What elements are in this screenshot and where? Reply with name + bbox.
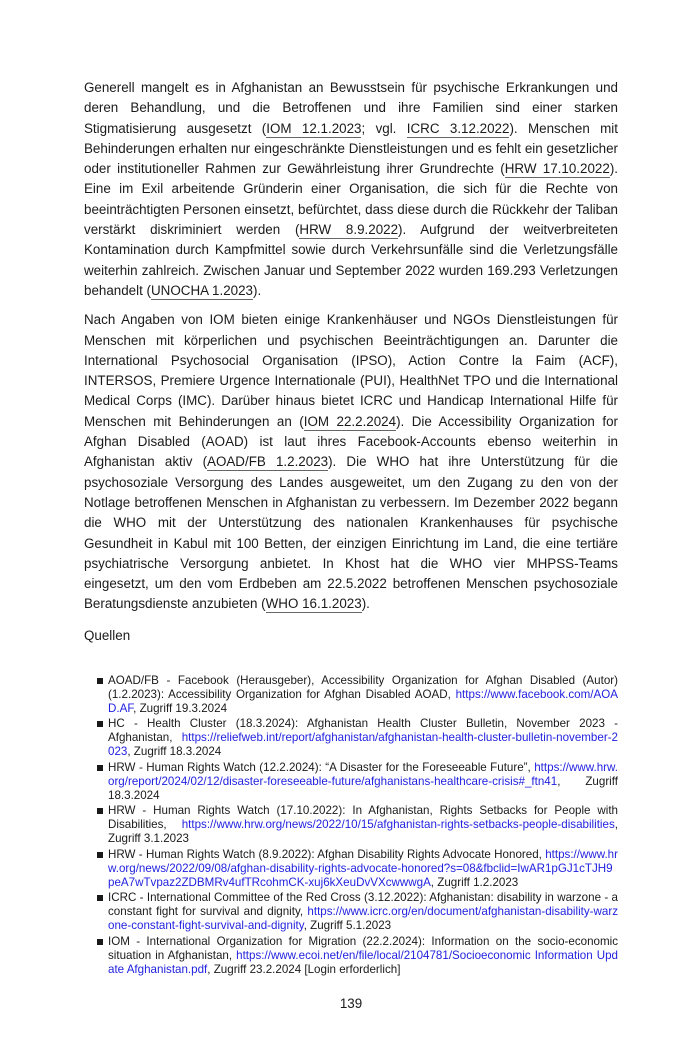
reference-text: ICRC - International Committee of the Red Cross (3.12.2022): Afghanistan: disability in warzone - a constant fight for survival and dignity, xyxy=(108,891,618,919)
bullet-icon xyxy=(97,808,103,814)
reference-url-link[interactable]: https://www.ecoi.net/en/file/local/2104781/Socioeconomic Information Update Afghanistan.pdf xyxy=(108,948,619,976)
paragraph-text: ). Eine im Exil arbeitende Gründerin einer Organisation, die sich für die Rechte von beeinträchtigten Personen einsetzt, befürchtet, dass diese durch die Rückkehr der Taliban verstärkt diskriminiert werden ( xyxy=(84,161,618,238)
citation-link[interactable]: UNOCHA 1.2023 xyxy=(151,282,253,298)
reference-item xyxy=(84,935,618,977)
bullet-icon xyxy=(97,721,103,727)
paragraph-text: ). Menschen mit Behinderungen erhalten nur eingeschränkte Dienstleistungen und es fehlt ein gesetzlicher oder institutioneller Rahmen zur Gewährleistung ihrer Grundrechte ( xyxy=(84,120,618,177)
reference-access-date: , Zugriff 18.3.2024 xyxy=(108,774,618,802)
reference-text: HRW - Human Rights Watch (8.9.2022): Afghan Disability Rights Advocate Honored, xyxy=(108,847,546,861)
citation-link[interactable]: IOM 12.1.2023 xyxy=(266,120,362,136)
reference-item xyxy=(84,717,618,759)
paragraph-text: Generell mangelt es in Afghanistan an Bewusstsein für psychische Erkrankungen und deren Behandlung, und die Betroffenen und ihre Familien sind einer starken Stigmatisierung ausgesetzt ( xyxy=(84,80,618,136)
reference-access-date: , Zugriff 3.1.2023 xyxy=(108,818,618,846)
body-paragraph-2 xyxy=(84,310,618,614)
bullet-icon xyxy=(97,895,103,901)
citation-link[interactable]: HRW 17.10.2022 xyxy=(504,161,610,177)
reference-access-date: , Zugriff 18.3.2024 xyxy=(127,745,222,759)
bullet-icon xyxy=(97,765,103,771)
reference-item xyxy=(84,674,618,716)
bullet-icon xyxy=(97,939,103,945)
paragraph-text: ; vgl. xyxy=(361,120,407,136)
paragraph-text: ). xyxy=(252,282,262,298)
reference-text: IOM - International Organization for Migration (22.2.2024): Information on the socio-economic situation in Afghanistan, xyxy=(108,934,618,962)
reference-item xyxy=(84,761,618,803)
bullet-icon xyxy=(97,678,103,684)
reference-url-link[interactable]: https://www.hrw.org/report/2024/02/12/disaster-foreseeable-future/afghanistans-healthcare-crisis#_ftn41 xyxy=(108,760,618,788)
reference-item xyxy=(84,804,618,846)
body-paragraph-1 xyxy=(84,78,618,301)
citation-link[interactable]: IOM 22.2.2024 xyxy=(303,413,397,429)
reference-url-link[interactable]: https://www.facebook.com/AOAD.AF xyxy=(108,687,618,715)
reference-text: HRW - Human Rights Watch (12.2.2024): “A Disaster for the Foreseeable Future”, xyxy=(108,760,535,774)
citation-link[interactable]: AOAD/FB 1.2.2023 xyxy=(207,454,329,470)
reference-item xyxy=(84,848,618,890)
reference-text: AOAD/FB - Facebook (Herausgeber), Accessibility Organization for Afghan Disabled (Autor) (1.2.2023): Accessibility Organization for Afghan Disabled AOAD, xyxy=(108,673,618,701)
reference-url-link[interactable]: https://www.hrw.org/news/2022/10/15/afghanistan-rights-setbacks-people-disabilities xyxy=(181,818,615,832)
reference-item xyxy=(84,891,618,933)
paragraph-text: Nach Angaben von IOM bieten einige Krankenhäuser und NGOs Dienstleistungen für Menschen mit körperlichen und psychischen Beeinträchtigungen an. Darunter die International Psychosocial Organisation (IPSO), Action Contre la Faim (ACF), INTERSOS, Premiere Urgence Internationale (PUI), HealthNet TPO und die International Medical Corps (IMC). Darüber hinaus bietet ICRC und Handicap International Hilfe für Menschen mit Behinderungen an ( xyxy=(84,312,618,429)
bullet-icon xyxy=(97,852,103,858)
citation-link[interactable]: HRW 8.9.2022 xyxy=(299,222,399,238)
citation-link[interactable]: ICRC 3.12.2022 xyxy=(406,120,510,136)
reference-access-date: , Zugriff 23.2.2024 [Login erforderlich] xyxy=(207,962,401,976)
reference-text: HRW - Human Rights Watch (17.10.2022): In Afghanistan, Rights Setbacks for People with Disabilities, xyxy=(108,804,618,832)
reference-list xyxy=(84,674,618,979)
paragraph-text: ). Die WHO hat ihre Unterstützung für die psychosoziale Versorgung des Landes ausgeweitet, um den Zugang zu den von der Notlage betroffenen Menschen in Afghanistan zu verbessern. Im Dezember 2022 begann die WHO mit der Unterstützung des nationalen Krankenhauses für psychische Gesundheit in Kabul mit 100 Betten, der einzigen Einrichtung im Land, die eine tertiäre psychiatrische Versorgung anbietet. In Khost hat die WHO vier MHPSS-Teams eingesetzt, um den vom Erdbeben am 22.5.2022 betroffenen Menschen psychosoziale Beratungsdienste anzubieten ( xyxy=(84,454,618,612)
reference-access-date: , Zugriff 19.3.2024 xyxy=(133,701,228,715)
paragraph-text: ). xyxy=(361,596,370,612)
reference-access-date: , Zugriff 5.1.2023 xyxy=(303,919,392,933)
paragraph-text: ). Die Accessibility Organization for Afghan Disabled (AOAD) ist laut ihres Facebook-Accounts ebenso weiterhin in Afghanistan aktiv ( xyxy=(84,413,618,470)
reference-url-link[interactable]: https://reliefweb.int/report/afghanistan/afghanistan-health-cluster-bulletin-november-2023 xyxy=(108,731,618,759)
reference-url-link[interactable]: https://www.hrw.org/news/2022/09/08/afghan-disability-rights-advocate-honored?s=08&fbclid=IwAR1pGJ1cTJH9peA7wTvpaz2ZDBMRv4ufTRcohmCK-xuj6kXeuDvVXcwwwgA xyxy=(108,847,618,889)
reference-access-date: , Zugriff 1.2.2023 xyxy=(430,875,519,889)
page-number: 139 xyxy=(339,996,363,1012)
reference-url-link[interactable]: https://www.icrc.org/en/document/afghanistan-disability-warzone-constant-fight-survival-and-dignity xyxy=(108,905,618,933)
paragraph-text: ). Aufgrund der weitverbreiteten Kontamination durch Kampfmittel sowie durch Verkehrsunfälle sind die Verletzungsfälle weiterhin zahlreich. Zwischen Januar und September 2022 wurden 169.293 Verletzungen behandelt ( xyxy=(84,222,618,298)
sources-heading: Quellen xyxy=(84,627,131,643)
reference-text: HC - Health Cluster (18.3.2024): Afghanistan Health Cluster Bulletin, November 2023 - Afghanistan, xyxy=(108,717,618,745)
citation-link[interactable]: WHO 16.1.2023 xyxy=(265,596,362,612)
